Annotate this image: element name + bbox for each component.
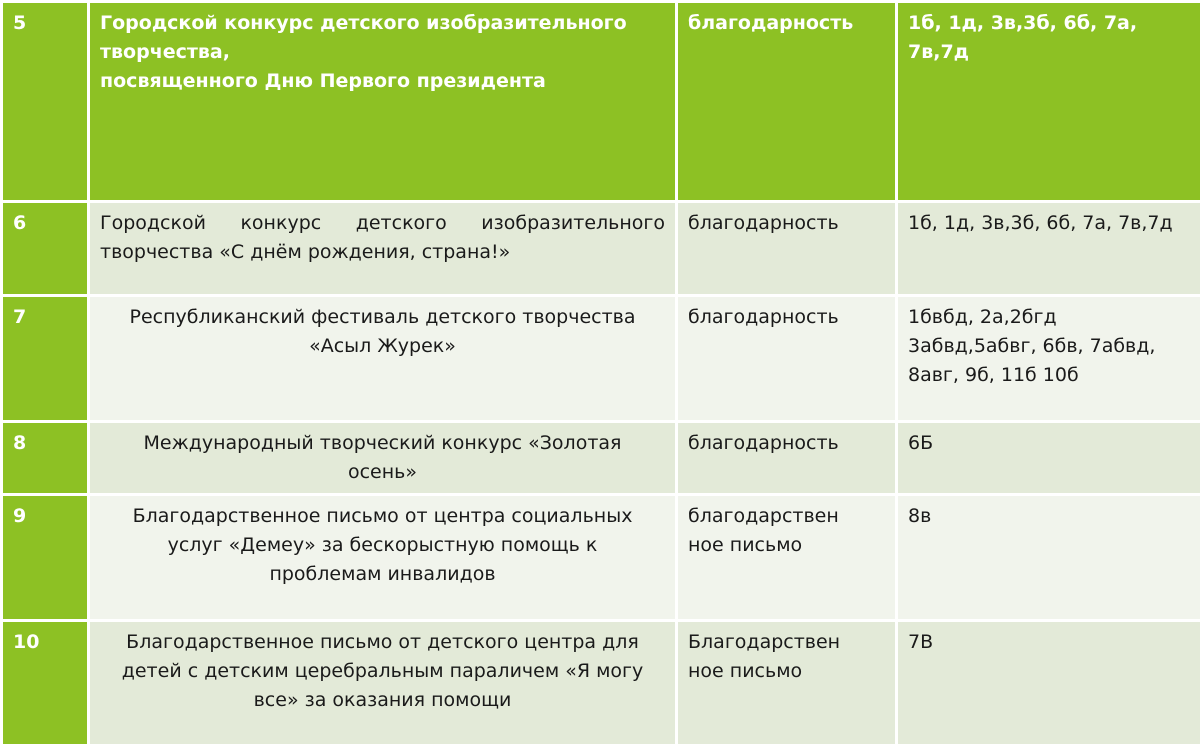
award-cell: благодарность bbox=[677, 422, 897, 495]
table-row bbox=[2, 202, 1200, 296]
table-row bbox=[2, 2, 1200, 202]
row-number: 9 bbox=[2, 495, 89, 621]
row-number: 8 bbox=[2, 422, 89, 495]
award-cell: благодарность bbox=[677, 2, 897, 202]
row-number: 5 bbox=[2, 2, 89, 202]
classes-cell: 8в bbox=[897, 495, 1200, 621]
table-row bbox=[2, 422, 1200, 495]
award-cell: благодарность bbox=[677, 296, 897, 422]
row-number: 6 bbox=[2, 202, 89, 296]
table-row bbox=[2, 495, 1200, 621]
classes-cell: 1б, 1д, 3в,3б, 6б, 7а, 7в,7д bbox=[897, 2, 1200, 202]
event-cell: Городской конкурс детского изобразительного творчества «С днём рождения, страна!» bbox=[89, 202, 677, 296]
classes-cell: 1бвбд, 2а,2бгд 3абвд,5абвг, 6бв, 7абвд, 8авг, 9б, 11б 10б bbox=[897, 296, 1200, 422]
classes-cell: 1б, 1д, 3в,3б, 6б, 7а, 7в,7д bbox=[897, 202, 1200, 296]
event-cell: Международный творческий конкурс «Золотая осень» bbox=[89, 422, 677, 495]
award-cell: Благодарствен ное письмо bbox=[677, 621, 897, 746]
event-cell: Благодарственное письмо от детского центра для детей с детским церебральным параличем «Я могу все» за оказания помощи bbox=[89, 621, 677, 746]
event-cell: Городской конкурс детского изобразительного творчества, посвященного Дню Первого президента bbox=[89, 2, 677, 202]
row-number: 7 bbox=[2, 296, 89, 422]
award-cell: благодарность bbox=[677, 202, 897, 296]
classes-cell: 6Б bbox=[897, 422, 1200, 495]
table-row bbox=[2, 296, 1200, 422]
event-cell: Республиканский фестиваль детского творчества «Асыл Журек» bbox=[89, 296, 677, 422]
award-cell: благодарствен ное письмо bbox=[677, 495, 897, 621]
event-cell: Благодарственное письмо от центра социальных услуг «Демеу» за бескорыстную помощь к проблемам инвалидов bbox=[89, 495, 677, 621]
table-row bbox=[2, 621, 1200, 746]
row-number: 10 bbox=[2, 621, 89, 746]
classes-cell: 7В bbox=[897, 621, 1200, 746]
